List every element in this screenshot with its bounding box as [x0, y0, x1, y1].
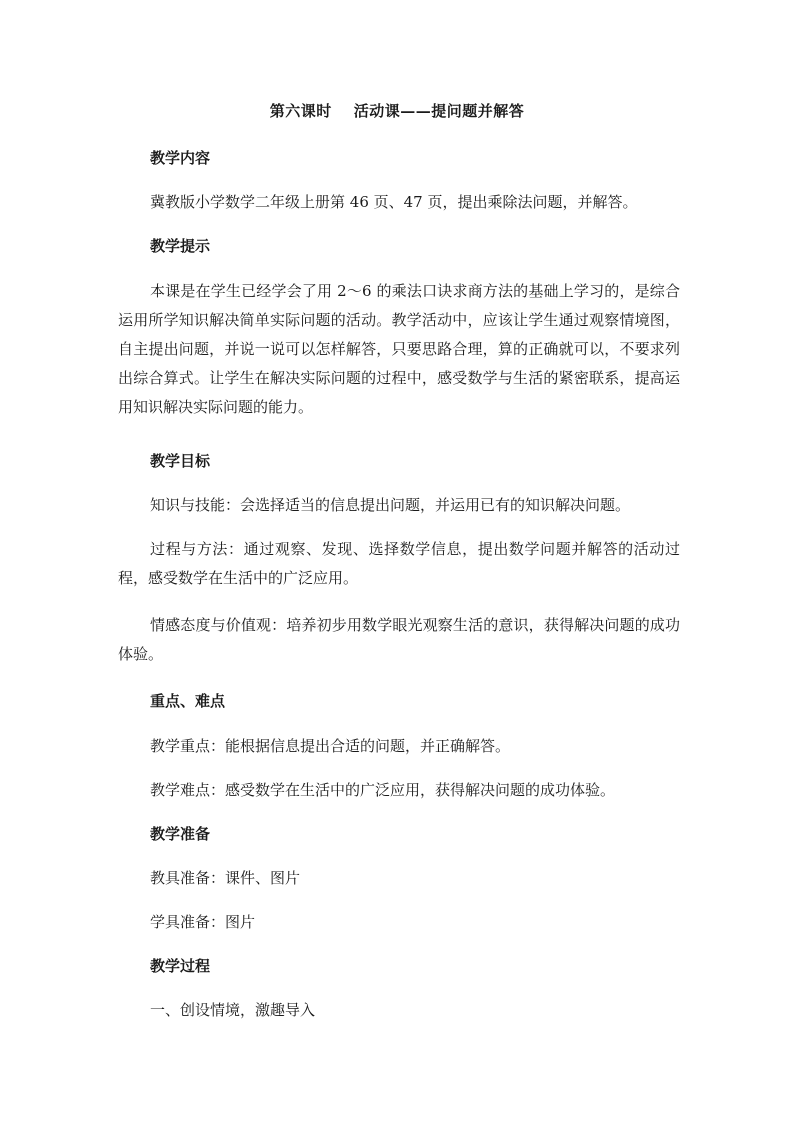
goal-emotion: 情感态度与价值观：培养初步用数学眼光观察生活的意识，获得解决问题的成功体验。	[118, 616, 680, 663]
process-step-one: 一、创设情境，激趣导入	[150, 1001, 316, 1019]
page-title	[0, 100, 794, 122]
difficult-point: 教学难点：感受数学在生活中的广泛应用，获得解决问题的成功体验。	[150, 781, 616, 799]
section-heading-hint: 教学提示	[150, 237, 211, 255]
prep-teacher: 教具准备：课件、图片	[150, 869, 301, 887]
key-point: 教学重点：能根据信息提出合适的问题，并正确解答。	[150, 737, 511, 755]
section-heading-process: 教学过程	[150, 957, 211, 975]
section-heading-preparation: 教学准备	[150, 825, 211, 843]
goal-knowledge: 知识与技能：会选择适当的信息提出问题，并运用已有的知识解决问题。	[150, 496, 631, 514]
content-text: 冀教版小学数学二年级上册第 46 页、47 页，提出乘除法问题，并解答。	[150, 193, 638, 211]
goal-process: 过程与方法：通过观察、发现、选择数学信息，提出数学问题并解答的活动过程，感受数学在生活中的广泛应用。	[118, 540, 680, 587]
prep-student: 学具准备：图片	[150, 913, 256, 931]
hint-paragraph: 本课是在学生已经学会了用 2～6 的乘法口诀求商方法的基础上学习的，是综合运用所学知识解决简单实际问题的活动。教学活动中，应该让学生通过观察情境图，自主提出问题，并说一说可以怎样解答，只要思路合理，算的正确就可以，不要求列出综合算式。让学生在解决实际问题的过程中，感受数学与生活的紧密联系，提高运用知识解决实际问题的能力。	[118, 282, 680, 416]
section-heading-content: 教学内容	[150, 149, 211, 167]
lesson-number: 第六课时	[269, 102, 332, 120]
section-heading-key-points: 重点、难点	[150, 692, 226, 710]
section-heading-goals: 教学目标	[150, 452, 211, 470]
lesson-topic: 活动课——提问题并解答	[353, 102, 525, 120]
